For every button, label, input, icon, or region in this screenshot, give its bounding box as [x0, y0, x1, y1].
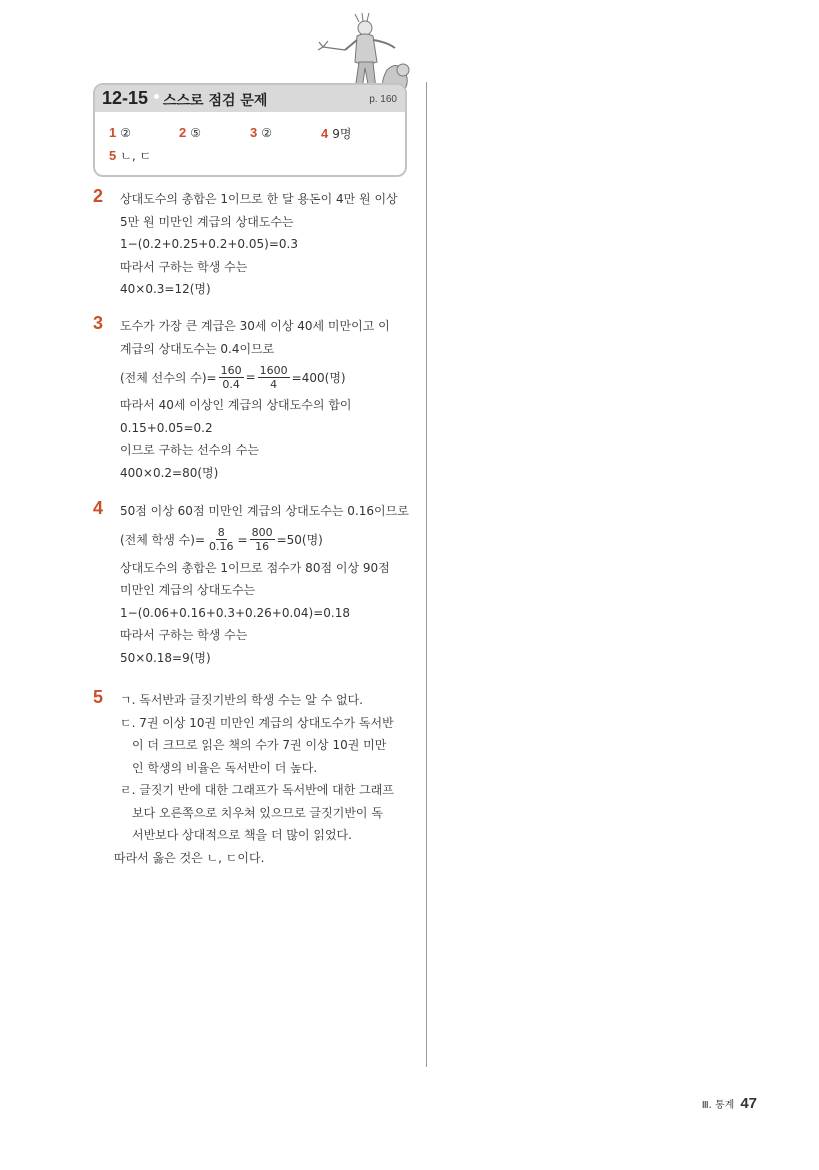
- problem-solution: [120, 315, 405, 484]
- solution-line: 1−(0.06+0.16+0.3+0.26+0.04)=0.18: [120, 605, 351, 620]
- problem-number: 5: [93, 687, 104, 707]
- problem-number: 3: [93, 313, 104, 333]
- answer-item: 3 ②: [250, 125, 272, 140]
- solution-line: 400×0.2=80(명): [120, 465, 219, 480]
- solution-line: ㄱ. 독서반과 글짓기반의 학생 수는 알 수 없다.: [120, 693, 363, 707]
- solution-line: 보다 오른쪽으로 치우쳐 있으므로 글짓기반이 독: [132, 805, 383, 820]
- answer-item: 1 ②: [109, 125, 131, 140]
- problem-solution: [120, 500, 409, 669]
- solution-line: 상대도수의 총합은 1이므로 점수가 80점 이상 90점: [120, 560, 390, 575]
- solution-line: 계급의 상대도수는 0.4이므로: [120, 341, 275, 356]
- solution-line: 0.15+0.05=0.2: [120, 420, 213, 435]
- solution-line: 1−(0.2+0.25+0.2+0.05)=0.3: [120, 237, 298, 251]
- answer-box-header: [95, 85, 405, 112]
- problem-number: 4: [93, 498, 104, 518]
- page-number: 47: [740, 1095, 757, 1112]
- problem-number: 2: [93, 186, 104, 206]
- solution-line: 인 학생의 비율은 독서반이 더 높다.: [132, 760, 318, 775]
- solution-line: 미만인 계급의 상대도수는: [120, 583, 256, 597]
- solution-line: 40×0.3=12(명): [120, 282, 211, 296]
- equation-line: (전체 학생 수)= $\frac{8}{0.16}$ = $\frac{800}{16}$ =50(명): [120, 526, 323, 553]
- solution-line: ㄷ. 7권 이상 10권 미만인 계급의 상대도수가 독서반: [120, 715, 394, 730]
- answer-item: 5 ㄴ, ㄷ: [109, 148, 152, 163]
- solution-line: ㄹ. 글짓기 반에 대한 그래프가 독서반에 대한 그래프: [120, 783, 394, 797]
- section-title: 스스로 점검 문제: [163, 93, 268, 109]
- column-divider: [426, 82, 427, 1067]
- equation-line: (전체 선수의 수)= $\frac{160}{0.4}$ = $\frac{1600}{4}$ =400(명): [120, 363, 346, 391]
- fraction: $\frac{8}{0.16}$: [209, 526, 234, 553]
- solution-line: 이므로 구하는 선수의 수는: [120, 443, 259, 457]
- solution-line: 상대도수의 총합은 1이므로 한 달 용돈이 4만 원 이상: [120, 192, 398, 206]
- solution-line: 따라서 구하는 학생 수는: [120, 259, 248, 274]
- solution-line: 도수가 가장 큰 계급은 30세 이상 40세 미만이고 이: [120, 319, 390, 333]
- solution-line: 따라서 40세 이상인 계급의 상대도수의 합이: [120, 398, 352, 412]
- answer-summary-box: [93, 83, 407, 177]
- answer-item: 4 9명: [321, 126, 352, 141]
- bullet-dot: [154, 94, 159, 99]
- fraction: $\frac{160}{0.4}$: [220, 363, 242, 391]
- page-footer: [702, 1095, 757, 1112]
- section-number: 12-15: [102, 88, 149, 108]
- solution-line: 따라서 구하는 학생 수는: [120, 628, 248, 642]
- fraction: $\frac{1600}{4}$: [259, 363, 288, 391]
- fraction: $\frac{800}{16}$: [251, 526, 273, 553]
- solution-line: 50점 이상 60점 미만인 계급의 상대도수는 0.16이므로: [120, 504, 409, 518]
- problem-solution: [120, 188, 405, 301]
- problem-solution: [114, 689, 405, 869]
- chapter-label: Ⅲ. 통계: [701, 1100, 735, 1111]
- page-reference: p. 160: [369, 94, 397, 105]
- solution-line: 50×0.18=9(명): [120, 650, 211, 665]
- solution-line: 이 더 크므로 읽은 책의 수가 7권 이상 10권 미만: [132, 738, 387, 752]
- answer-item: 2 ⑤: [179, 125, 201, 140]
- solution-line: 서반보다 상대적으로 책을 더 많이 읽었다.: [132, 828, 352, 842]
- solution-line: 따라서 옳은 것은 ㄴ, ㄷ이다.: [114, 850, 265, 865]
- solution-line: 5만 원 미만인 계급의 상대도수는: [120, 214, 294, 229]
